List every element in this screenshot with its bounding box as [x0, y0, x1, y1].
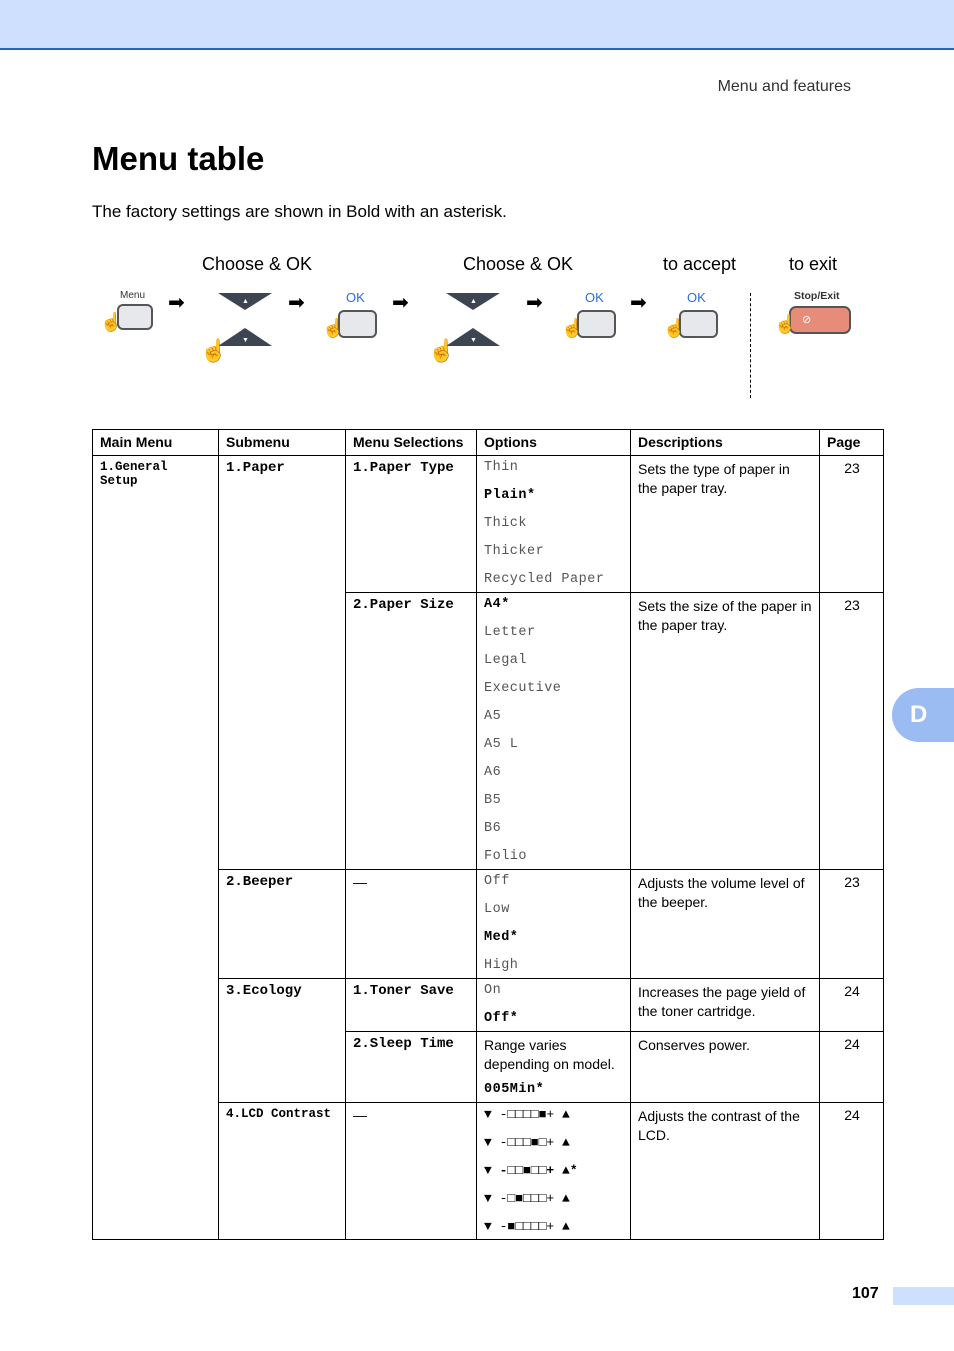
arrow-right-icon: ➡: [288, 292, 305, 314]
option-item: Thicker: [484, 544, 545, 559]
option-item: Recycled Paper: [484, 572, 605, 587]
svg-text:▼: ▼: [470, 337, 477, 344]
arrow-right-icon: ➡: [526, 292, 543, 314]
range-note: Range varies depending on model.: [484, 1037, 615, 1072]
option-item: Legal: [484, 653, 528, 668]
top-banner: [0, 0, 954, 50]
selection-cell: —: [346, 1103, 477, 1240]
option-item: A5 L: [484, 737, 519, 752]
divider-line: [750, 293, 751, 398]
description-cell: Increases the page yield of the toner cartridge.: [631, 979, 820, 1032]
option-item: B5: [484, 793, 502, 808]
svg-text:▼: ▼: [242, 337, 249, 344]
nav-label-1: Choose & OK: [202, 254, 313, 274]
footer-bar: [893, 1287, 954, 1305]
column-header: Options: [477, 430, 631, 456]
description-cell: Sets the size of the paper in the paper tray.: [631, 593, 820, 870]
ok-key-label: OK: [687, 290, 706, 305]
contrast-option: ▼ -□□□□■+ ▲: [484, 1107, 570, 1122]
column-header: Main Menu: [93, 430, 219, 456]
hand-icon: ☝: [322, 318, 345, 338]
column-header: Menu Selections: [346, 430, 477, 456]
options-cell: [477, 1103, 631, 1240]
ok-key-label: OK: [585, 290, 604, 305]
hand-icon: ☝: [561, 318, 584, 338]
selection-cell: 2.Paper Size: [346, 593, 477, 870]
option-item-default: Off*: [484, 1011, 519, 1026]
option-item: A6: [484, 765, 502, 780]
option-item-default: 005Min*: [484, 1082, 545, 1097]
submenu-cell: 2.Beeper: [219, 870, 346, 979]
selection-cell: —: [346, 870, 477, 979]
hand-icon: ☝: [663, 318, 686, 338]
intro-text: The factory settings are shown in Bold with an asterisk.: [92, 202, 507, 221]
arrow-right-icon: ➡: [630, 292, 647, 314]
arrow-right-icon: ➡: [168, 292, 185, 314]
option-item: On: [484, 983, 502, 998]
ok-key-label: OK: [346, 290, 365, 305]
submenu-cell: 3.Ecology: [219, 979, 346, 1103]
page-cell: 24: [820, 1032, 884, 1103]
stop-exit-button: [789, 306, 851, 334]
option-item: High: [484, 958, 519, 973]
description-cell: Adjusts the contrast of the LCD.: [631, 1103, 820, 1240]
page-cell: 24: [820, 979, 884, 1032]
submenu-cell: 1.Paper: [219, 456, 346, 870]
option-item-default: Plain*: [484, 488, 536, 503]
option-item: B6: [484, 821, 502, 836]
contrast-option: ▼ -□■□□□+ ▲: [484, 1191, 570, 1206]
option-item: Letter: [484, 625, 536, 640]
table-header-row: [93, 430, 884, 456]
hand-icon: ☝: [774, 314, 797, 334]
svg-text:▲: ▲: [242, 298, 249, 305]
svg-text:▲: ▲: [470, 298, 477, 305]
hand-icon: ☝: [100, 312, 123, 332]
option-item: Folio: [484, 849, 528, 864]
option-item: Low: [484, 902, 510, 917]
description-cell: Sets the type of paper in the paper tray.: [631, 456, 820, 593]
description-cell: Adjusts the volume level of the beeper.: [631, 870, 820, 979]
selection-cell: 1.Toner Save: [346, 979, 477, 1032]
page-cell: 23: [820, 870, 884, 979]
selection-cell: 2.Sleep Time: [346, 1032, 477, 1103]
contrast-option: ▼ -■□□□□+ ▲: [484, 1219, 570, 1234]
main-menu-cell: 1.General Setup: [93, 456, 219, 1240]
page-cell: 23: [820, 456, 884, 593]
column-header: Submenu: [219, 430, 346, 456]
table-row: [93, 456, 884, 593]
submenu-cell: 4.LCD Contrast: [219, 1103, 346, 1240]
contrast-option-default: ▼ -□□■□□+ ▲*: [484, 1163, 578, 1178]
page-cell: 23: [820, 593, 884, 870]
option-item: A5: [484, 709, 502, 724]
nav-label-3: to accept: [663, 254, 737, 274]
hand-icon: ☝: [200, 338, 228, 363]
page-title: Menu table: [92, 140, 265, 177]
nav-label-2: Choose & OK: [463, 254, 574, 274]
option-item: Off: [484, 874, 510, 889]
chapter-tab: D: [892, 688, 954, 742]
section-header: Menu and features: [717, 78, 851, 95]
options-cell: [477, 979, 631, 1032]
options-cell: [477, 593, 631, 870]
page-number: 107: [852, 1285, 879, 1302]
options-cell: [477, 456, 631, 593]
options-cell: [477, 870, 631, 979]
option-item-default: A4*: [484, 597, 510, 612]
page-cell: 24: [820, 1103, 884, 1240]
nav-label-4: to exit: [789, 254, 838, 274]
option-item: Thick: [484, 516, 528, 531]
stop-exit-label: Stop/Exit: [794, 290, 840, 302]
column-header: Descriptions: [631, 430, 820, 456]
menu-key-label: Menu: [120, 290, 146, 301]
options-cell: [477, 1032, 631, 1103]
column-header: Page: [820, 430, 884, 456]
menu-table: [92, 429, 884, 1240]
contrast-option: ▼ -□□□■□+ ▲: [484, 1135, 570, 1150]
arrow-right-icon: ➡: [392, 292, 409, 314]
selection-cell: 1.Paper Type: [346, 456, 477, 593]
stop-icon: ⊘: [802, 314, 812, 326]
hand-icon: ☝: [428, 338, 456, 363]
option-item-default: Med*: [484, 930, 519, 945]
option-item: Executive: [484, 681, 562, 696]
description-cell: Conserves power.: [631, 1032, 820, 1103]
option-item: Thin: [484, 460, 519, 475]
